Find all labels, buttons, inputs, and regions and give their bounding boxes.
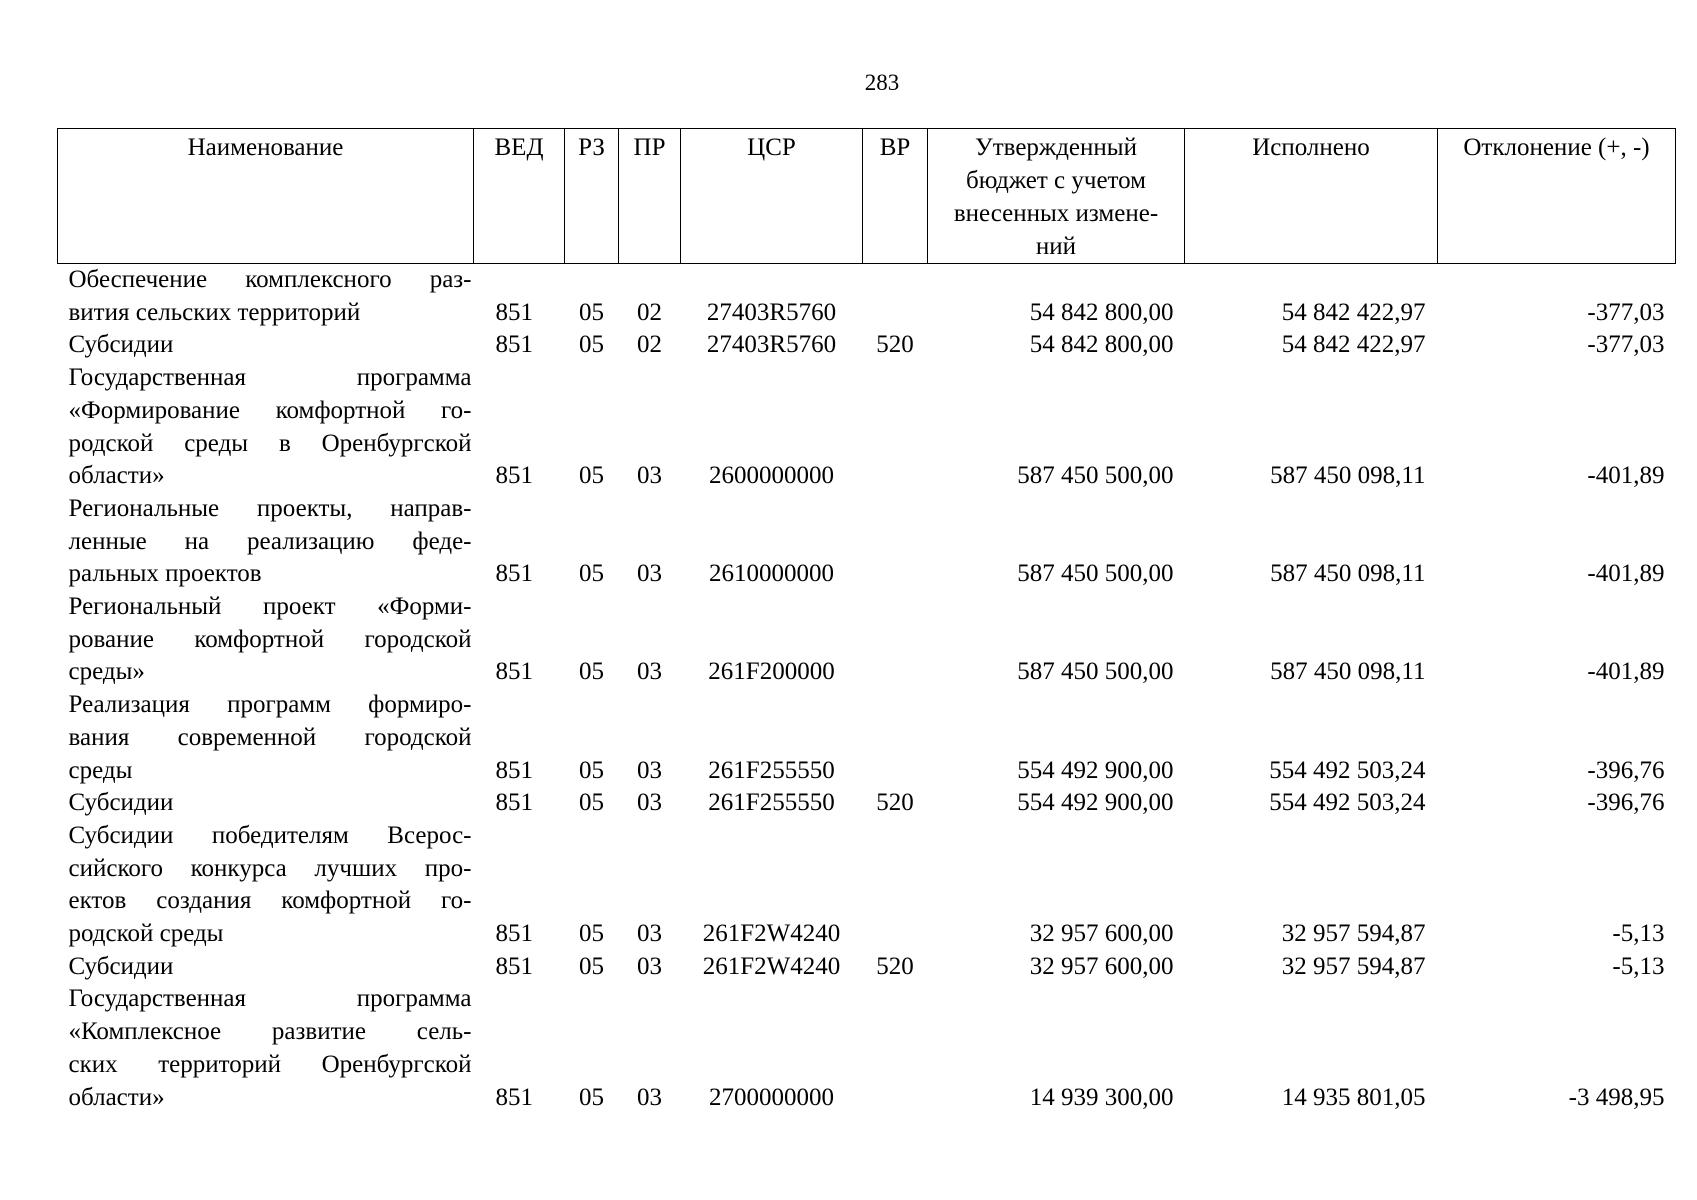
row-csr: 27403R5760	[706, 331, 837, 359]
row-approved-budget: 587 450 500,00	[1017, 560, 1174, 588]
row-approved-budget: 14 939 300,00	[1029, 1083, 1174, 1111]
row-deviation: -5,13	[1612, 920, 1665, 948]
row-name	[58, 329, 474, 362]
row-name-line: сийского конкурса лучших про-	[68, 854, 472, 882]
row-deviation: -396,76	[1587, 756, 1665, 784]
row-executed: 554 492 503,24	[1269, 789, 1426, 817]
row-approved-budget: 587 450 500,00	[1017, 658, 1174, 686]
row-approved-budget: 32 957 600,00	[1029, 952, 1174, 980]
row-name-line: среды	[68, 756, 133, 784]
table-row	[58, 951, 1676, 984]
row-pr: 03	[637, 920, 662, 948]
row-ved: 851	[495, 789, 533, 817]
page-number: 283	[864, 70, 900, 95]
row-name-line: Государственная программа	[68, 985, 472, 1013]
row-pr: 03	[637, 658, 662, 686]
table-row	[58, 591, 1676, 689]
row-name-line: ских территорий Оренбургской	[68, 1050, 472, 1078]
table-row	[58, 264, 1676, 330]
row-name-line: родской среды	[68, 920, 224, 948]
row-pr: 02	[637, 331, 662, 359]
row-name-line: области»	[68, 462, 165, 490]
row-executed: 54 842 422,97	[1281, 331, 1426, 359]
row-pr: 02	[637, 298, 662, 326]
row-deviation: -5,13	[1612, 952, 1665, 980]
row-deviation: -401,89	[1587, 560, 1665, 588]
row-ved: 851	[495, 331, 533, 359]
table-row	[58, 689, 1676, 787]
header-executed: Исполнено	[1185, 129, 1438, 264]
row-deviation: -401,89	[1587, 658, 1665, 686]
row-rz: 05	[579, 920, 604, 948]
row-name-line: рование комфортной городской	[68, 625, 472, 653]
row-executed: 587 450 098,11	[1270, 462, 1426, 490]
row-pr: 03	[637, 952, 662, 980]
row-csr: 261F255550	[708, 756, 835, 784]
row-executed: 587 450 098,11	[1270, 560, 1426, 588]
budget-table	[57, 128, 1676, 1114]
row-deviation: -401,89	[1587, 462, 1665, 490]
row-name-line: «Комплексное развитие сель-	[68, 1018, 472, 1046]
row-csr: 261F200000	[708, 658, 835, 686]
row-ved: 851	[495, 920, 533, 948]
row-vr	[863, 983, 928, 1114]
row-name-line: Субсидии	[68, 789, 174, 817]
row-name-line: области»	[68, 1083, 165, 1111]
row-csr: 261F255550	[708, 789, 835, 817]
row-vr	[863, 493, 928, 591]
row-approved-budget: 587 450 500,00	[1017, 462, 1174, 490]
table-row	[58, 820, 1676, 951]
row-vr	[863, 689, 928, 787]
row-deviation: -3 498,95	[1568, 1083, 1665, 1111]
row-csr: 2610000000	[709, 560, 834, 588]
row-name	[58, 787, 474, 820]
row-name-line: Региональные проекты, направ-	[68, 494, 472, 522]
row-name-line: вания современной городской	[68, 723, 472, 751]
row-ved: 851	[495, 756, 533, 784]
table-row	[58, 983, 1676, 1114]
row-approved-budget: 32 957 600,00	[1029, 920, 1174, 948]
row-approved-budget: 54 842 800,00	[1029, 298, 1174, 326]
table-row	[58, 787, 1676, 820]
row-name-line: ральных проектов	[68, 560, 262, 588]
row-name-line: «Формирование комфортной го-	[68, 396, 472, 424]
row-ved: 851	[495, 298, 533, 326]
row-vr	[863, 591, 928, 689]
row-deviation: -377,03	[1587, 298, 1665, 326]
row-rz: 05	[579, 560, 604, 588]
row-name-line: Субсидии победителям Всерос-	[68, 821, 472, 849]
row-pr: 03	[637, 462, 662, 490]
row-executed: 32 957 594,87	[1281, 952, 1426, 980]
row-vr	[863, 362, 928, 493]
row-executed: 554 492 503,24	[1269, 756, 1426, 784]
row-rz: 05	[579, 658, 604, 686]
header-deviation: Отклонение (+, -)	[1438, 129, 1676, 264]
row-executed: 54 842 422,97	[1281, 298, 1426, 326]
header-csr: ЦСР	[681, 129, 863, 264]
row-deviation: -377,03	[1587, 331, 1665, 359]
row-rz: 05	[579, 952, 604, 980]
row-name-line: Обеспечение комплексного раз-	[68, 266, 472, 293]
table-row	[58, 493, 1676, 591]
row-name-line: Региональный проект «Форми-	[68, 593, 472, 621]
row-deviation: -396,76	[1587, 789, 1665, 817]
row-csr: 2700000000	[709, 1083, 834, 1111]
header-name: Наименование	[58, 129, 474, 264]
row-rz: 05	[579, 462, 604, 490]
row-name	[58, 591, 474, 689]
row-vr: 520	[876, 952, 914, 980]
row-name-line: Реализация программ формиро-	[68, 691, 472, 719]
header-vr: ВР	[863, 129, 928, 264]
row-approved-budget: 54 842 800,00	[1029, 331, 1174, 359]
row-rz: 05	[579, 331, 604, 359]
row-name	[58, 689, 474, 787]
row-executed: 14 935 801,05	[1281, 1083, 1426, 1111]
row-name	[58, 951, 474, 984]
row-vr: 520	[876, 789, 914, 817]
row-name	[58, 820, 474, 951]
row-rz: 05	[579, 756, 604, 784]
row-csr: 27403R5760	[706, 298, 837, 326]
row-executed: 587 450 098,11	[1270, 658, 1426, 686]
row-name-line: среды»	[68, 658, 145, 686]
table-row	[58, 329, 1676, 362]
row-name-line: ленные на реализацию феде-	[68, 527, 472, 555]
row-ved: 851	[495, 462, 533, 490]
row-csr: 2600000000	[709, 462, 834, 490]
row-executed: 32 957 594,87	[1281, 920, 1426, 948]
row-csr: 261F2W4240	[702, 920, 841, 948]
row-csr: 261F2W4240	[702, 952, 841, 980]
row-ved: 851	[495, 560, 533, 588]
row-name-line: родской среды в Оренбургской	[68, 429, 472, 457]
row-name	[58, 362, 474, 493]
row-vr: 520	[876, 331, 914, 359]
table-header-row	[58, 129, 1676, 264]
row-vr	[863, 264, 928, 330]
row-approved-budget: 554 492 900,00	[1017, 756, 1174, 784]
row-name-line: Государственная программа	[68, 364, 472, 392]
row-name-line: Субсидии	[68, 331, 174, 359]
row-ved: 851	[495, 952, 533, 980]
row-name	[58, 493, 474, 591]
row-pr: 03	[637, 756, 662, 784]
row-name-line: Субсидии	[68, 952, 174, 980]
row-pr: 03	[637, 560, 662, 588]
row-rz: 05	[579, 1083, 604, 1111]
header-approved-budget: Утвержденный бюджет с учетом внесенных измене-ний	[928, 129, 1185, 264]
row-approved-budget: 554 492 900,00	[1017, 789, 1174, 817]
table-row	[58, 362, 1676, 493]
row-pr: 03	[637, 789, 662, 817]
row-name	[58, 983, 474, 1114]
row-ved: 851	[495, 1083, 533, 1111]
row-name-line: вития сельских территорий	[68, 298, 361, 326]
row-vr	[863, 820, 928, 951]
row-rz: 05	[579, 789, 604, 817]
row-ved: 851	[495, 658, 533, 686]
header-rz: РЗ	[565, 129, 619, 264]
row-rz: 05	[579, 298, 604, 326]
row-name-line: ектов создания комфортной го-	[68, 887, 472, 915]
row-name	[58, 264, 474, 330]
row-pr: 03	[637, 1083, 662, 1111]
header-pr: ПР	[619, 129, 681, 264]
header-ved: ВЕД	[474, 129, 565, 264]
